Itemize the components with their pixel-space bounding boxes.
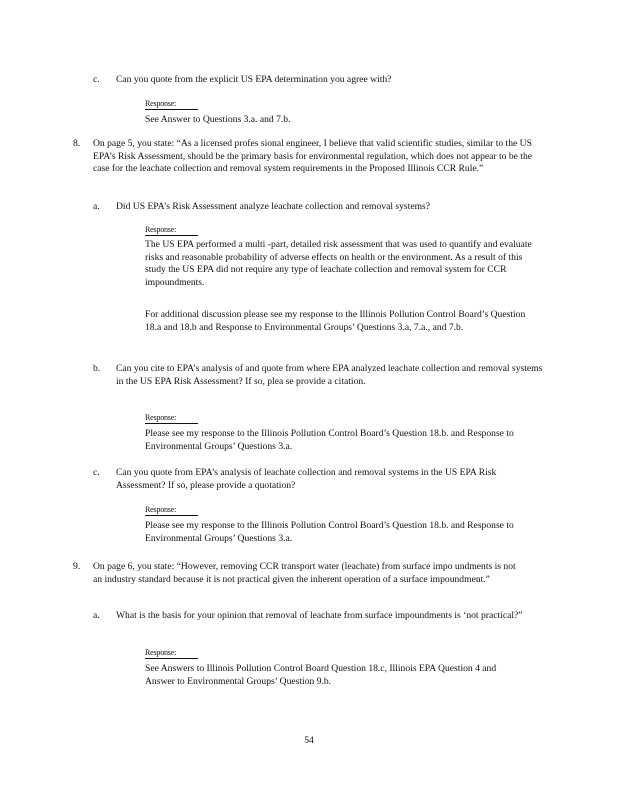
question-8c-text: Can you quote from EPA’s analysis of leachate collection and removal systems in the US EPA Risk Assessment? If so, please provide a quotation? <box>116 467 499 491</box>
response-9a-text: See Answers to Illinois Pollution Control Board Question 18.c, Illinois EPA Question 4 and Answer to Environmental Groups’ Question 9.b. <box>145 663 499 687</box>
question-number: 8. <box>73 138 81 149</box>
response-label-text: Response <box>145 505 175 514</box>
response-8b-text: Please see my response to the Illinois Pollution Control Board’s Question 18.b. and Response to Environmental Groups’ Questions 3.a. <box>145 428 517 452</box>
response-label-colon: : <box>174 505 177 514</box>
response-label <box>145 505 198 516</box>
response-label-text: Response <box>145 648 175 657</box>
response-8c-text: Please see my response to the Illinois Pollution Control Board’s Question 18.b. and Response to Environmental Groups’ Questions 3.a. <box>145 520 517 544</box>
response-label <box>145 648 198 659</box>
response-label-text: Response: <box>145 413 177 422</box>
question-9a-text: What is the basis for your opinion that removal of leachate from surface impoundments is ‘not practical?” <box>116 610 523 621</box>
question-9-text: On page 6, you state: “However, removing CCR transport water (leachate) from surface impo undments is not an industry standard because it is not practical given the inherent operation of a surface impoundment.” <box>93 561 519 585</box>
question-number: 9. <box>73 561 81 572</box>
item-marker: a. <box>93 610 100 621</box>
response-label-colon: : <box>174 648 177 657</box>
response-7c-text: See Answer to Questions 3.a. and 7.b. <box>145 114 291 125</box>
item-marker: c. <box>93 467 100 478</box>
response-label-colon: : <box>174 99 177 108</box>
response-8a-paragraph-2: For additional discussion please see my response to the Illinois Pollution Control Board’s Question 18.a and 18.b and Response to Environmental Groups’ Questions 3.a, 7.a., and 7.b. <box>145 309 528 333</box>
question-7c-text: Can you quote from the explicit US EPA determination you agree with? <box>116 74 392 85</box>
item-marker: a. <box>93 201 100 212</box>
page-number: 54 <box>304 735 314 746</box>
response-label <box>145 99 198 110</box>
response-label <box>145 413 198 424</box>
item-marker: b. <box>93 363 101 374</box>
response-label-text: Response <box>145 99 175 108</box>
question-8-text: On page 5, you state: “As a licensed profes sional engineer, I believe that valid scientific studies, similar to the US EPA’s Risk Assessment, should be the primary basis for environmental regulation, which does not appear to be the case for the leachate collection and removal system requirements in the Proposed Illinois CCR Rule.” <box>93 138 535 175</box>
question-8b-text: Can you cite to EPA’s analysis of and quote from where EPA analyzed leachate collection and removal systems in the US EPA Risk Assessment? If so, plea se provide a citation. <box>116 363 545 387</box>
item-marker: c. <box>93 74 100 85</box>
question-8a-text: Did US EPA’s Risk Assessment analyze leachate collection and removal systems? <box>116 201 431 212</box>
response-label-text: Response: <box>145 225 177 234</box>
response-8a-paragraph-1: The US EPA performed a multi -part, detailed risk assessment that was used to quantify and evaluate risks and reasonable probability of adverse effects on health or the environment. As a result of this study the US EPA did not require any type of leachate collection and removal system for CCR impoundments. <box>145 239 535 288</box>
response-label <box>145 225 198 236</box>
